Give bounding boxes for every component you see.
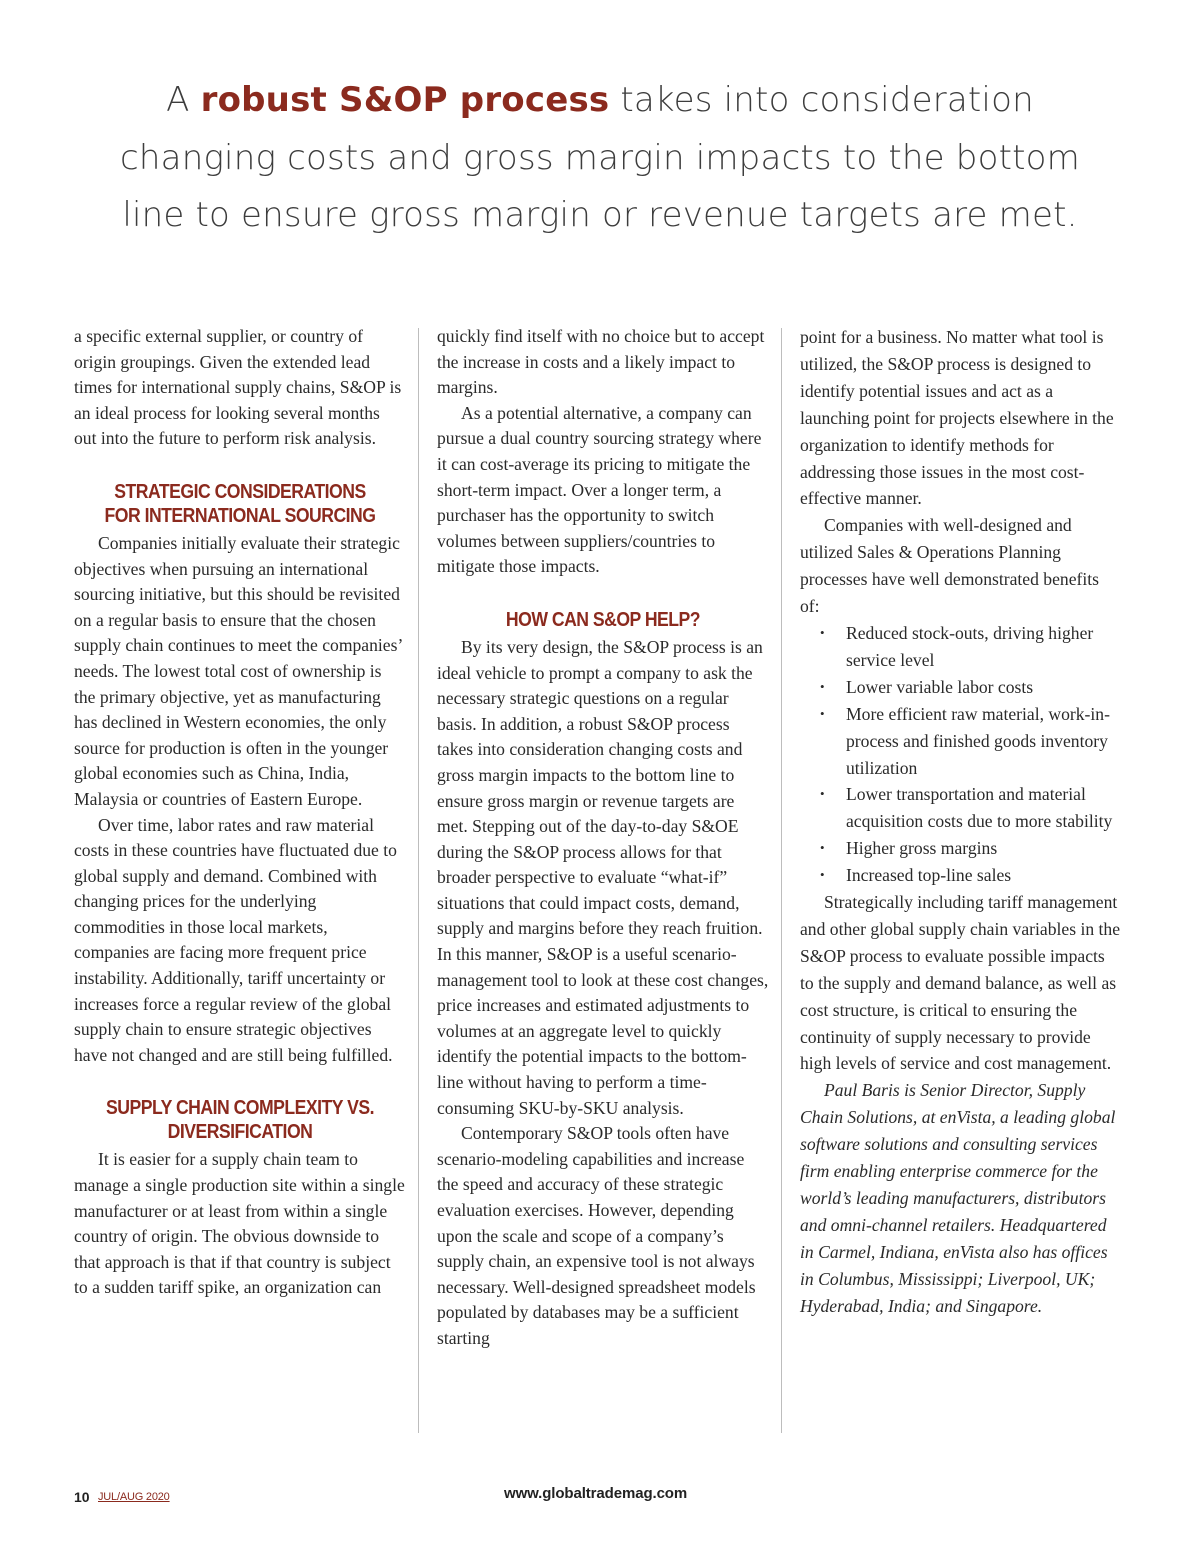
page-footer bbox=[74, 1485, 1124, 1509]
paragraph: Strategically including tariff management and other global supply chain variables in the S&OP process to evaluate possible impacts to the supply and demand balance, as well as cost structure, is critical to ensuring the continuity of supply necessary to provide high levels of service and cost management. bbox=[800, 892, 1121, 1074]
issue-date: JUL/AUG 2020 bbox=[98, 1491, 170, 1503]
list-item: • Reduced stock-outs, driving higher service level bbox=[800, 620, 1122, 674]
pull-quote-emphasis: robust S&OP process bbox=[200, 80, 610, 120]
section-heading-supply-chain-complexity: SUPPLY CHAIN COMPLEXITY VS. DIVERSIFICATION bbox=[106, 1096, 374, 1144]
pull-quote-rest: takes into consideration changing costs and gross margin impacts to the bottom line to ensure gross margin or revenue targets are met. bbox=[120, 80, 1080, 235]
article-column-1 bbox=[74, 324, 406, 1301]
paragraph: Companies initially evaluate their strategic objectives when pursuing an international sourcing initiative, but this should be revisited on a regular basis to ensure that the chosen supply chain continues to meet the companies’ needs. The lowest total cost of ownership is the primary objective, yet as manufacturing has declined in Western economies, the only source for production is often in the younger global economies such as China, India, Malaysia or countries of Eastern Europe. bbox=[74, 532, 403, 809]
paragraph: Over time, labor rates and raw material costs in these countries have fluctuated due to global supply and demand. Combined with changing prices for the underlying commodities in those local markets, companies are facing more frequent price instability. Additionally, tariff uncertainty or increases force a regular review of the global supply chain to ensure strategic objectives have not changed and are still being fulfilled. bbox=[74, 814, 397, 1065]
paragraph: quickly find itself with no choice but to accept the increase in costs and a likely impact to margins. bbox=[437, 326, 765, 398]
paragraph: By its very design, the S&OP process is an ideal vehicle to prompt a company to ask the necessary strategic questions on a regular basis. In addition, a robust S&OP process takes into consideration changing costs and gross margin impacts to the bottom line to ensure gross margin or revenue targets are met. Stepping out of the day-to-day S&OE during the S&OP process allows for that broader perspective to evaluate “what-if” situations that could impact costs, demand, supply and margins before they reach fruition. In this manner, S&OP is a useful scenario-management tool to look at these cost changes, price increases and estimated adjustments to volumes at an aggregate level to quickly identify the potential impacts to the bottom-line without having to perform a time-consuming SKU-by-SKU analysis. bbox=[437, 636, 769, 1118]
article-column-2 bbox=[437, 324, 769, 1352]
paragraph: a specific external supplier, or country of origin groupings. Given the extended lead times for international supply chains, S&OP is an ideal process for looking several months out into the future to perform risk analysis. bbox=[74, 326, 402, 449]
pull-quote-lead: A bbox=[166, 80, 201, 120]
list-item: • Lower variable labor costs bbox=[800, 674, 1122, 701]
column-divider bbox=[418, 328, 419, 1433]
website-link[interactable]: www.globaltrademag.com bbox=[504, 1485, 688, 1502]
section-heading-how-can-sop-help: HOW CAN S&OP HELP? bbox=[505, 607, 701, 631]
column-divider bbox=[781, 328, 782, 1433]
list-item: • More efficient raw material, work-in-process and finished goods inventory utilization bbox=[800, 701, 1122, 782]
benefits-list bbox=[800, 620, 1122, 889]
paragraph: As a potential alternative, a company can pursue a dual country sourcing strategy where it can cost-average its pricing to mitigate the short-term impact. Over a longer term, a purchaser has the opportunity to switch volumes between suppliers/countries to mitigate those impacts. bbox=[437, 402, 762, 577]
list-item: • Higher gross margins bbox=[800, 835, 1122, 862]
pull-quote bbox=[100, 72, 1100, 245]
paragraph: Contemporary S&OP tools often have scenario-modeling capabilities and increase the speed and accuracy of these strategic evaluation exercises. However, depending upon the scale and scope of a company’s supply chain, an expensive tool is not always necessary. Well-designed spreadsheet models populated by databases may be a sufficient starting bbox=[437, 1123, 756, 1348]
list-item: • Lower transportation and material acquisition costs due to more stability bbox=[800, 781, 1122, 835]
paragraph: Companies with well-designed and utilized Sales & Operations Planning processes have well demonstrated benefits of: bbox=[800, 515, 1099, 617]
author-bio: Paul Baris is Senior Director, Supply Chain Solutions, at enVista, a leading global software solutions and consulting services firm enabling enterprise commerce for the world’s leading manufacturers, distributors and omni-channel retailers. Headquartered in Carmel, Indiana, enVista also has offices in Columbus, Mississippi; Liverpool, UK; Hyderabad, India; and Singapore. bbox=[800, 1080, 1116, 1316]
list-item: • Increased top-line sales bbox=[800, 862, 1122, 889]
page-number: 10 bbox=[74, 1489, 90, 1505]
section-heading-strategic-considerations: STRATEGIC CONSIDERATIONS FOR INTERNATIONAL SOURCING bbox=[104, 479, 376, 527]
paragraph: point for a business. No matter what tool is utilized, the S&OP process is designed to identify potential issues and act as a launching point for projects elsewhere in the organization to identify methods for addressing those issues in the most cost-effective manner. bbox=[800, 327, 1114, 509]
paragraph: It is easier for a supply chain team to manage a single production site within a single manufacturer or at least from within a single country of origin. The obvious downside to that approach is that if that country is subject to a sudden tariff spike, an organization can bbox=[74, 1149, 405, 1298]
article-column-3 bbox=[800, 324, 1122, 1320]
